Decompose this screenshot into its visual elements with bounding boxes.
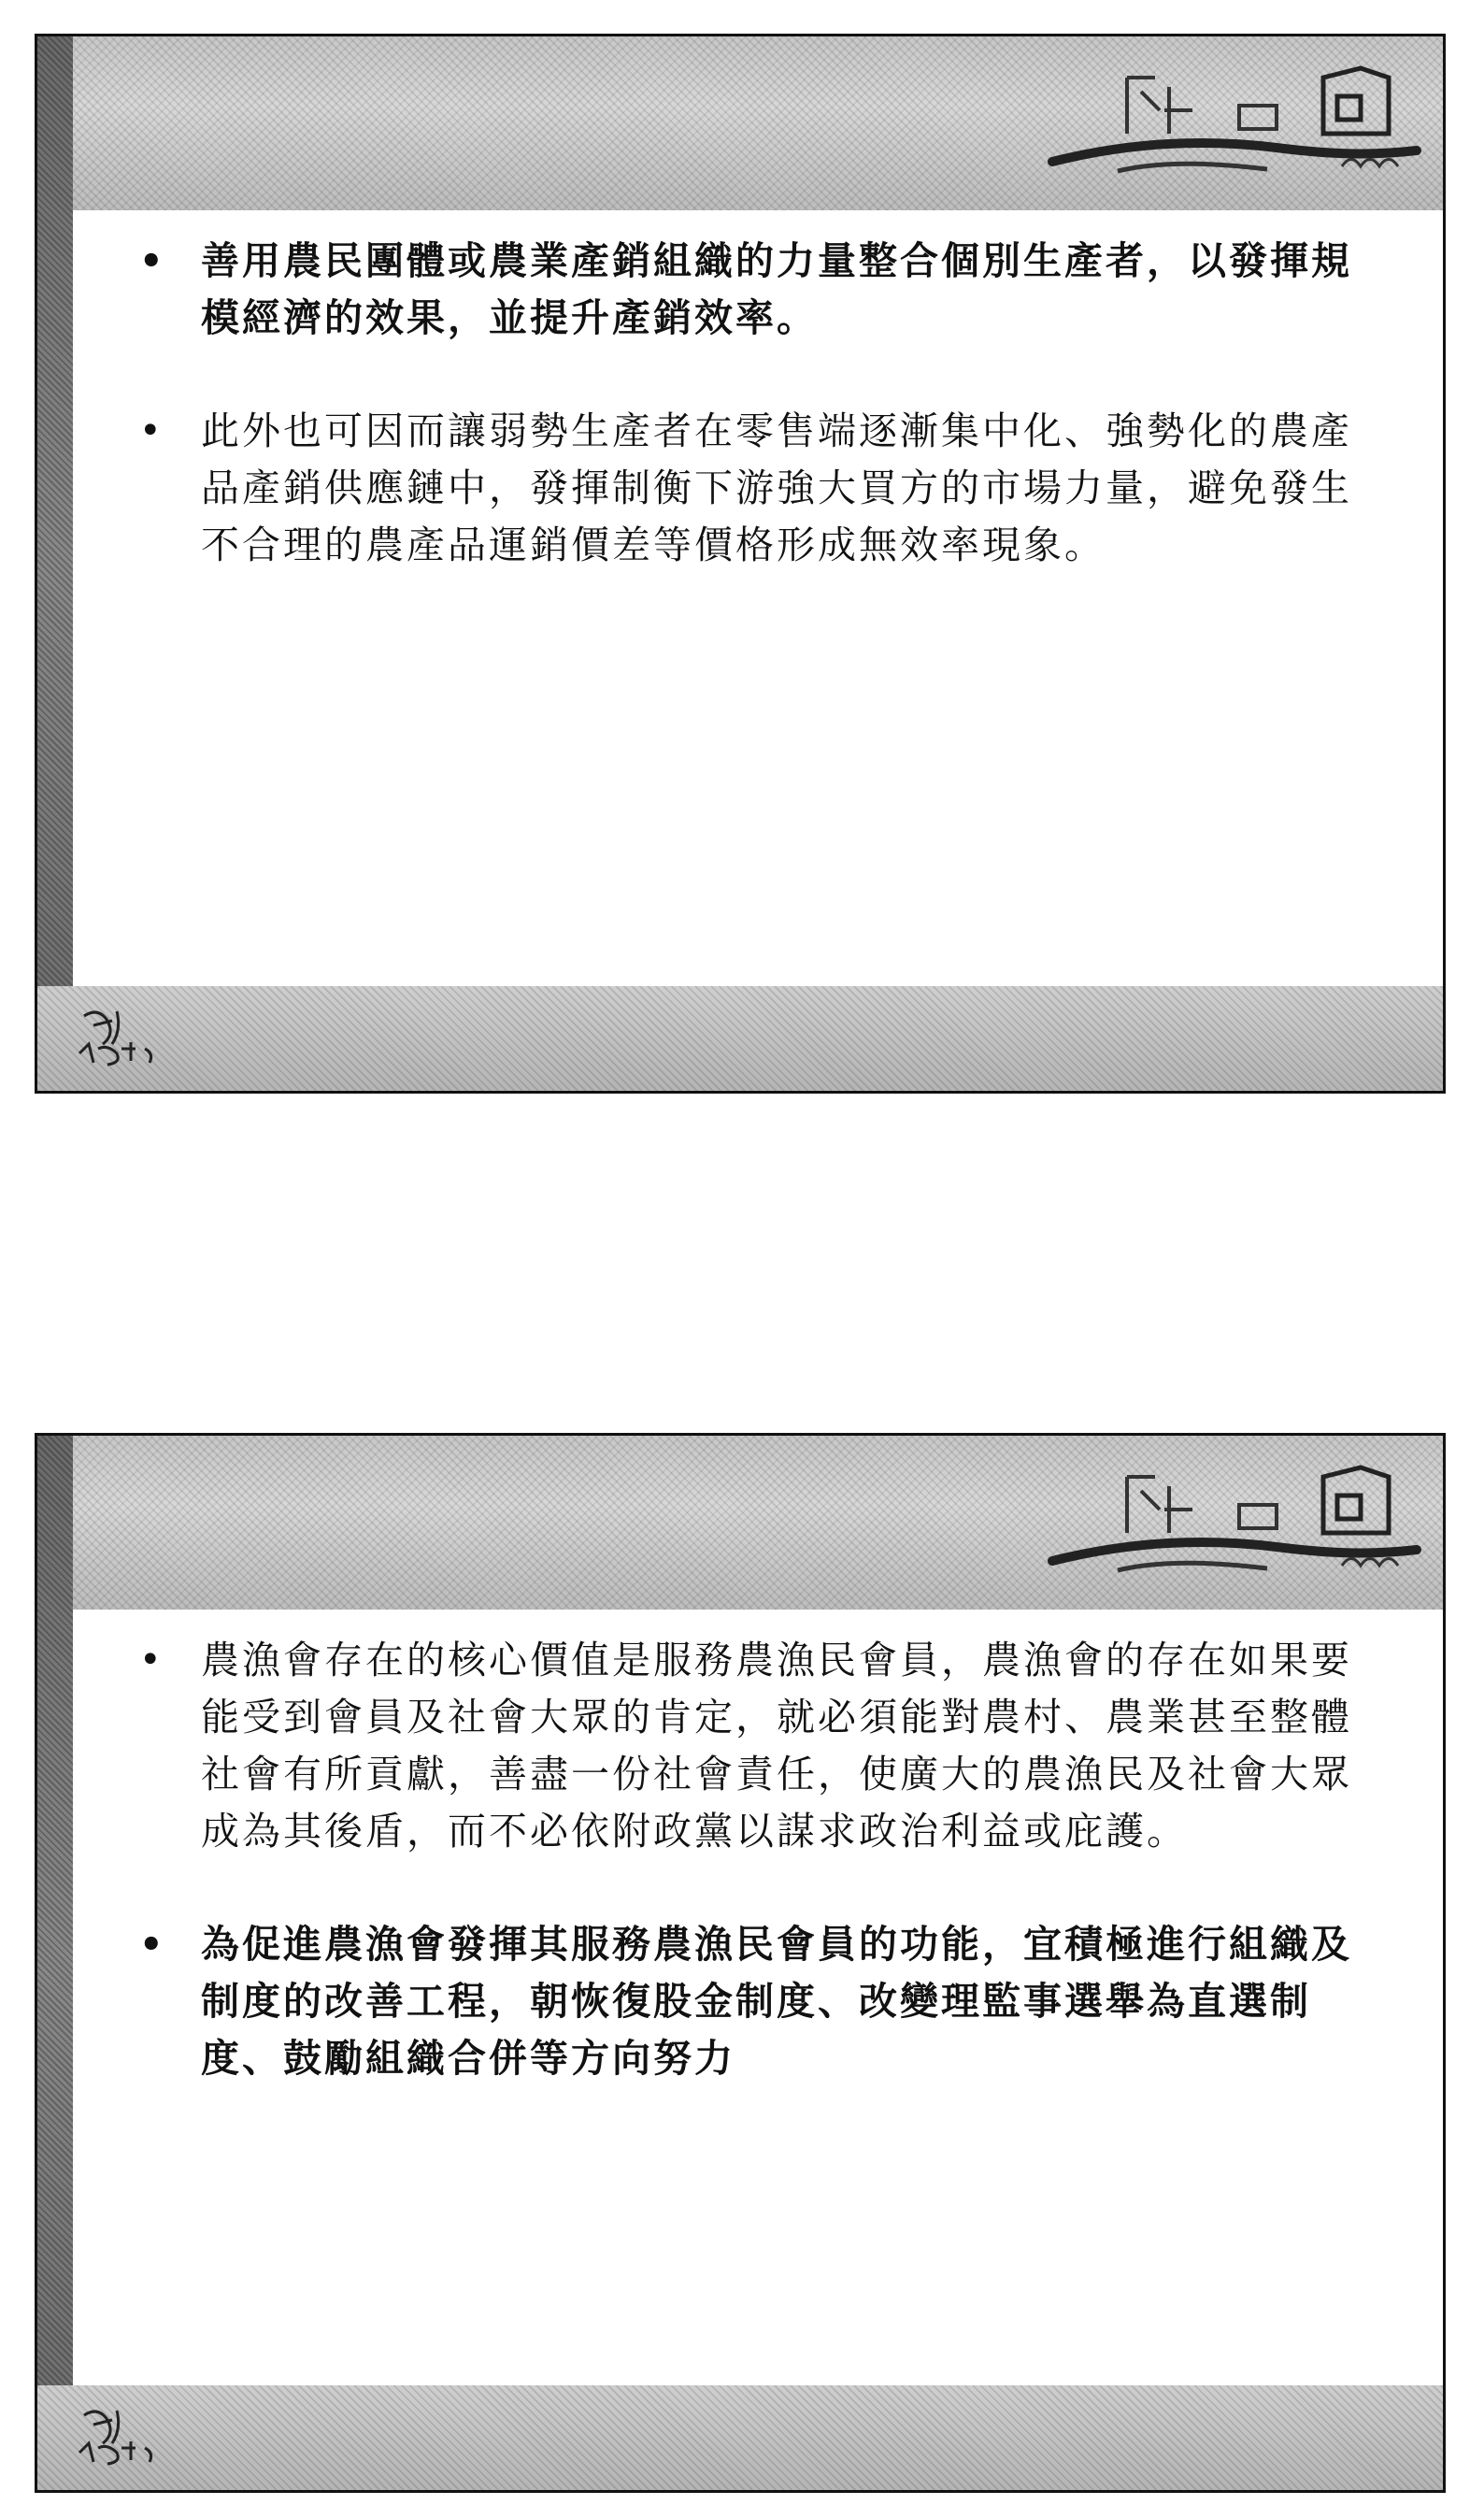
bullet-glyph: • <box>139 409 164 452</box>
bullet-glyph: • <box>139 1923 166 1967</box>
slide-content <box>126 233 1359 630</box>
slide-content <box>126 1632 1359 2143</box>
slide-left-strip <box>37 36 73 1091</box>
bullet-text: 為促進農漁會發揮其服務農漁民會員的功能，宜積極進行組織及制度的改善工程，朝恢復股金制度、改變理監事選舉為直選制度、鼓勵組織合併等方向努力 <box>201 1922 1352 2081</box>
calligraphy-signature-icon <box>65 2397 187 2481</box>
bullet-text: 此外也可因而讓弱勢生產者在零售端逐漸集中化、強勢化的農產品產銷供應鏈中，發揮制衡下游強大買方的市場力量，避免發生不合理的農產品運銷價差等價格形成無效率現象。 <box>201 408 1352 567</box>
slide-footer-band <box>37 2385 1443 2490</box>
ink-landscape-logo-icon <box>940 1458 1426 1598</box>
slide-footer-band <box>37 986 1443 1091</box>
bullet-text: 農漁會存在的核心價值是服務農漁民會員，農漁會的存在如果要能受到會員及社會大眾的肯定，就必須能對農村、農業甚至整體社會有所貢獻，善盡一份社會責任，使廣大的農漁民及社會大眾成為其後盾，而不必依附政黨以謀求政治利益或庇護。 <box>201 1638 1352 1854</box>
slide-2 <box>35 1433 1446 2493</box>
calligraphy-signature-icon <box>65 997 187 1081</box>
bullet-item <box>126 233 1359 347</box>
bullet-glyph: • <box>139 239 166 283</box>
bullet-item <box>126 403 1359 574</box>
bullet-text: 善用農民團體或農業產銷組織的力量整合個別生產者，以發揮規模經濟的效果，並提升產銷效率。 <box>201 238 1352 340</box>
bullet-item <box>126 1632 1359 1860</box>
slide-1 <box>35 34 1446 1094</box>
bullet-item <box>126 1916 1359 2087</box>
slide-left-strip <box>37 1436 73 2490</box>
ink-landscape-logo-icon <box>940 59 1426 199</box>
bullet-glyph: • <box>139 1639 164 1682</box>
